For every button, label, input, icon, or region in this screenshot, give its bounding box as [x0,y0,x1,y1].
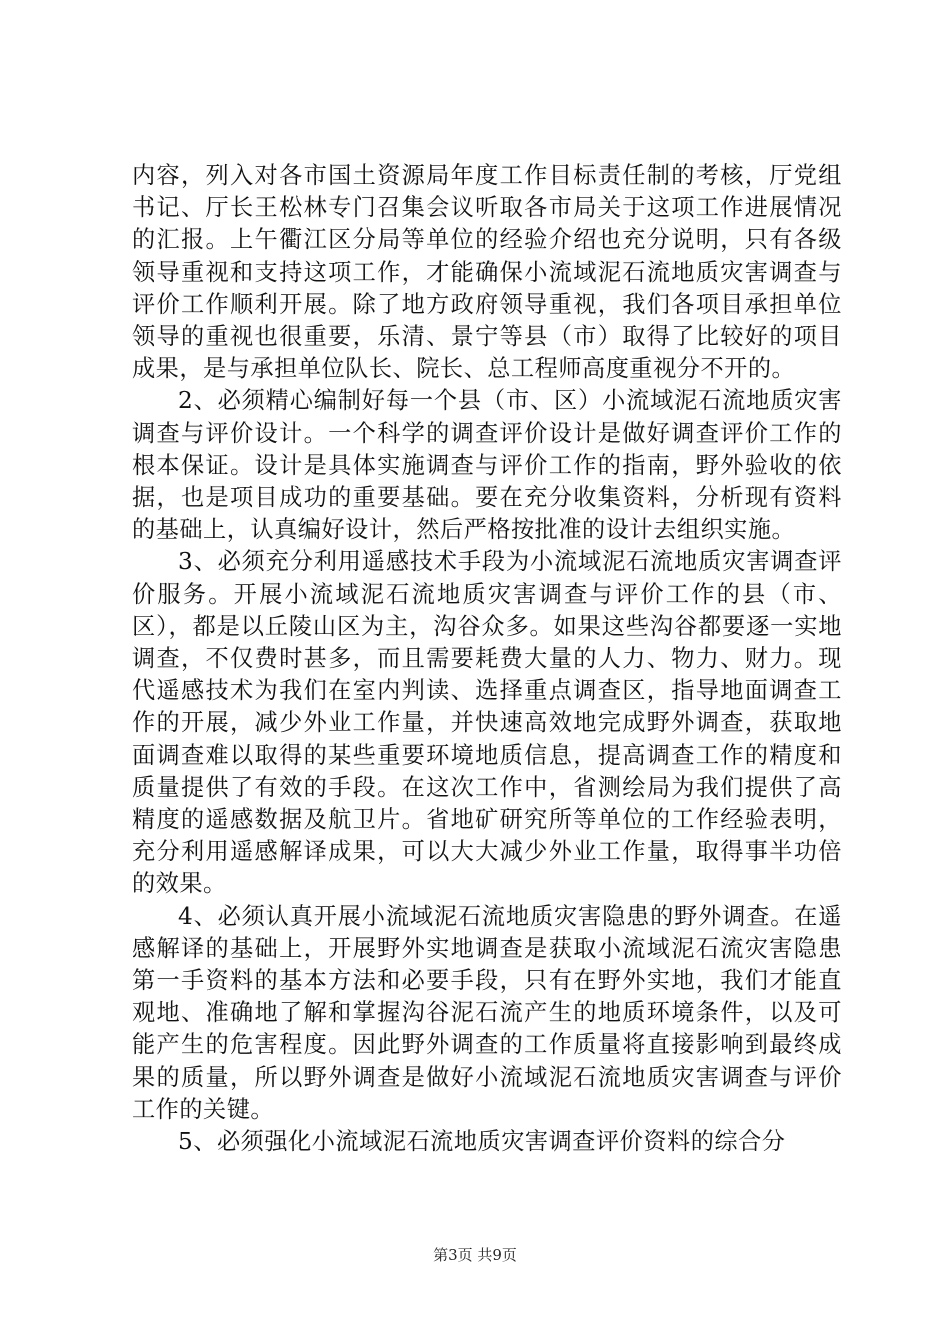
paragraph-item-3: 3、必须充分利用遥感技术手段为小流域泥石流地质灾害调查评价服务。开展小流域泥石流地质灾害调查与评价工作的县（市、区），都是以丘陵山区为主，沟谷众多。如果这些沟谷都要逐一实地调查，不仅费时甚多，而且需要耗费大量的人力、物力、财力。现代遥感技术为我们在室内判读、选择重点调查区，指导地面调查工作的开展，减少外业工作量，并快速高效地完成野外调查，获取地面调查难以取得的某些重要环境地质信息，提高调查工作的精度和质量提供了有效的手段。在这次工作中，省测绘局为我们提供了高精度的遥感数据及航卫片。省地矿研究所等单位的工作经验表明，充分利用遥感解译成果，可以大大减少外业工作量，取得事半功倍的效果。 [132,548,842,898]
paragraph-item-5: 5、必须强化小流域泥石流地质灾害调查评价资料的综合分 [178,1128,786,1156]
paragraph-item-4: 4、必须认真开展小流域泥石流地质灾害隐患的野外调查。在遥感解译的基础上，开展野外实地调查是获取小流域泥石流灾害隐患第一手资料的基本方法和必要手段，只有在野外实地，我们才能直观地、准确地了解和掌握沟谷泥石流产生的地质环境条件，以及可能产生的危害程度。因此野外调查的工作质量将直接影响到最终成果的质量，所以野外调查是做好小流域泥石流地质灾害调查与评价工作的关键。 [132,902,842,1123]
paragraph-continuation: 内容，列入对各市国土资源局年度工作目标责任制的考核，厅党组书记、厅长王松林专门召集会议听取各市局关于这项工作进展情况的汇报。上午衢江区分局等单位的经验介绍也充分说明，只有各级领导重视和支持这项工作，才能确保小流域泥石流地质灾害调查与评价工作顺利开展。除了地方政府领导重视，我们各项目承担单位领导的重视也很重要，乐清、景宁等县（市）取得了比较好的项目成果，是与承担单位队长、院长、总工程师高度重视分不开的。 [132,162,842,383]
paragraph-item-2: 2、必须精心编制好每一个县（市、区）小流域泥石流地质灾害调查与评价设计。一个科学的调查评价设计是做好调查评价工作的根本保证。设计是具体实施调查与评价工作的指南，野外验收的依据，也是项目成功的重要基础。要在充分收集资料，分析现有资料的基础上，认真编好设计，然后严格按批准的设计去组织实施。 [132,387,842,544]
document-body [132,160,842,1158]
page-number-footer: 第3页 共9页 [433,1246,517,1264]
